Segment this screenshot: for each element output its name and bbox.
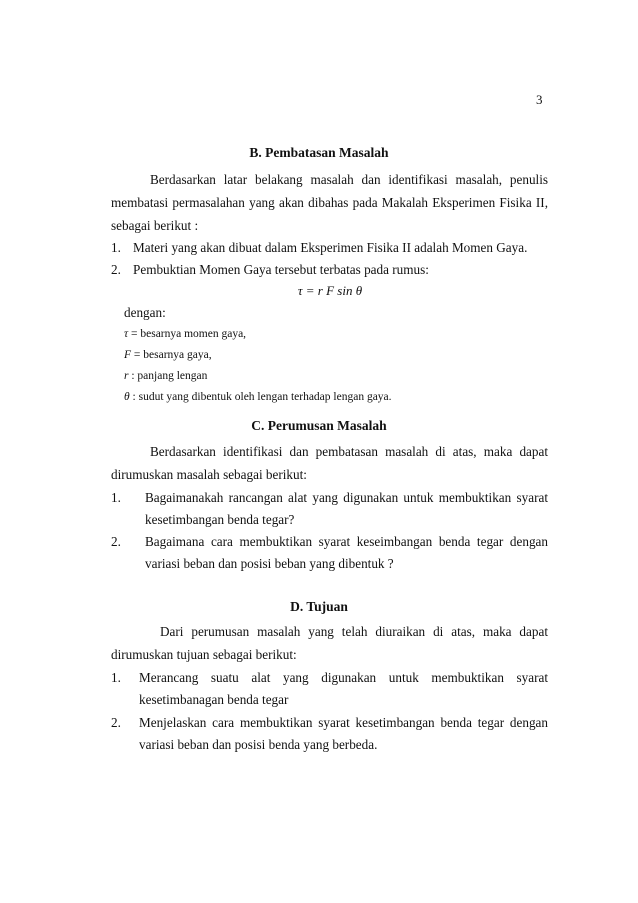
- list-item: [111, 715, 548, 731]
- paragraph-line: Berdasarkan latar belakang masalah dan identifikasi masalah, penulis: [150, 172, 548, 187]
- list-item-text: Merancang suatu alat yang digunakan untuk membuktikan syarat: [139, 670, 548, 685]
- definition-item: [124, 370, 561, 382]
- list-item-text: Menjelaskan cara membuktikan syarat kesetimbangan benda tegar dengan: [139, 715, 548, 730]
- torque-formula: τ = r F sin θ: [297, 283, 363, 298]
- list-number: 1.: [111, 670, 121, 685]
- list-number: 1.: [111, 240, 121, 255]
- definition-text: = besarnya momen gaya,: [128, 328, 247, 340]
- symbol-f: F: [124, 349, 132, 361]
- symbol-theta: θ: [124, 391, 130, 403]
- list-item-text: Bagaimanakah rancangan alat yang digunakan untuk membuktikan syarat: [145, 490, 548, 505]
- paragraph-line: membatasi permasalahan yang akan dibahas pada Makalah Eksperimen Fisika II,: [111, 195, 548, 210]
- list-number: 1.: [111, 490, 121, 505]
- definition-text: : panjang lengan: [128, 370, 208, 382]
- list-item: [111, 262, 548, 278]
- list-item: [111, 240, 548, 256]
- list-item: [111, 490, 548, 506]
- list-item: [111, 670, 548, 686]
- list-number: 2.: [111, 534, 121, 549]
- definition-text: = besarnya gaya,: [131, 349, 212, 361]
- symbol-r: r: [124, 370, 129, 382]
- definition-intro: dengan:: [124, 305, 166, 320]
- list-number: 2.: [111, 715, 121, 730]
- list-item-text: Pembuktian Momen Gaya tersebut terbatas pada rumus:: [133, 262, 429, 277]
- paragraph-line: dirumuskan tujuan sebagai berikut:: [111, 647, 297, 662]
- definition-item: [124, 349, 561, 361]
- paragraph-line: Dari perumusan masalah yang telah diuraikan di atas, maka dapat: [160, 624, 548, 639]
- definition-text: : sudut yang dibentuk oleh lengan terhadap lengan gaya.: [129, 391, 392, 403]
- list-item: [111, 534, 548, 550]
- paragraph-line: sebagai berikut :: [111, 218, 199, 233]
- definition-item: [124, 328, 561, 340]
- paragraph-line: dirumuskan masalah sebagai berikut:: [111, 467, 307, 482]
- page-number: 3: [536, 92, 543, 107]
- heading-tujuan: D. Tujuan: [290, 599, 348, 614]
- definition-item: [124, 391, 561, 403]
- paragraph-line: Berdasarkan identifikasi dan pembatasan masalah di atas, maka dapat: [150, 444, 548, 459]
- list-item-continuation: variasi beban dan posisi benda yang berbeda.: [139, 737, 378, 752]
- list-item-continuation: variasi beban dan posisi beban yang dibentuk ?: [145, 556, 394, 571]
- symbol-tau: τ: [124, 328, 129, 340]
- list-number: 2.: [111, 262, 121, 277]
- list-item-continuation: kesetimbangan benda tegar?: [145, 512, 295, 527]
- list-item-text: Bagaimana cara membuktikan syarat keseimbangan benda tegar dengan: [145, 534, 548, 549]
- list-item-text: Materi yang akan dibuat dalam Eksperimen Fisika II adalah Momen Gaya.: [133, 240, 528, 255]
- heading-perumusan-masalah: C. Perumusan Masalah: [251, 418, 387, 433]
- heading-pembatasan-masalah: B. Pembatasan Masalah: [249, 145, 389, 160]
- list-item-continuation: kesetimbanagan benda tegar: [139, 692, 289, 707]
